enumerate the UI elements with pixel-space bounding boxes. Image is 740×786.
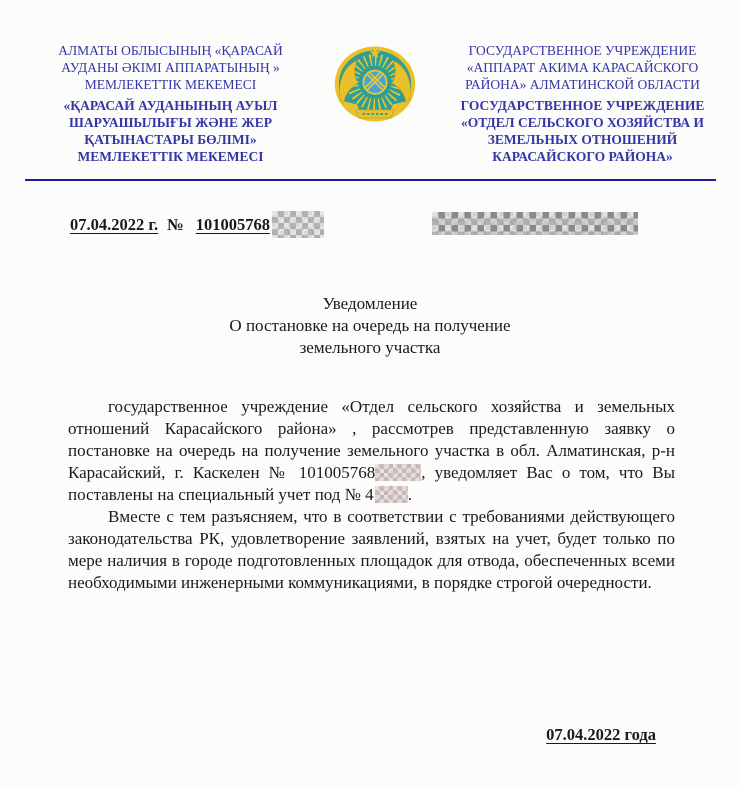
letterhead-line: МЕМЛЕКЕТТІК МЕКЕМЕСІ: [84, 77, 257, 92]
letterhead-line: ҚАТЫНАСТАРЫ БӨЛІМІ»: [84, 132, 257, 147]
footer-date: [546, 725, 656, 745]
document-body: [68, 396, 675, 594]
paragraph-1-text: , уведомляет Вас о том, что Вы поставлены на специальный учет под № 4: [68, 463, 675, 504]
redacted-number-suffix-inline: [375, 464, 421, 481]
paragraph-1: [68, 396, 675, 506]
letterhead-line: КАРАСАЙСКОГО РАЙОНА»: [492, 149, 673, 164]
letterhead-kazakh: [28, 42, 313, 165]
document-number: 101005768: [195, 215, 270, 234]
document-date: 07.04.2022 г.: [70, 215, 159, 234]
letterhead-line: ГОСУДАРСТВЕННОЕ УЧРЕЖДЕНИЕ: [468, 43, 697, 58]
letterhead-line: «ҚАРАСАЙ АУДАНЫНЫҢ АУЫЛ: [63, 98, 278, 113]
letterhead-line: АУДАНЫ ӘКІМІ АППАРАТЫНЫҢ »: [61, 60, 280, 75]
number-sign: №: [167, 215, 184, 234]
letterhead-line: РАЙОНА» АЛМАТИНСКОЙ ОБЛАСТИ: [465, 77, 700, 92]
title-line: О постановке на очередь на получение: [229, 316, 511, 335]
letterhead-line: «ОТДЕЛ СЕЛЬСКОГО ХОЗЯЙСТВА И: [461, 115, 704, 130]
redacted-queue-number: [375, 486, 408, 503]
footer-date-text: 07.04.2022 года: [546, 725, 656, 744]
reference-line: [70, 211, 324, 238]
redacted-addressee: [432, 212, 638, 235]
kazakhstan-emblem-icon: [330, 42, 420, 126]
paragraph-1-text: .: [407, 485, 412, 504]
paragraph-2: Вместе с тем разъясняем, что в соответствии с требованиями действующего законодательства РК, удовлетворение заявлений, взятых на учет, будет только по мере наличия в городе подготовленных площадок для отвода, обеспеченных всеми необходимыми инженерными коммуникациями, в порядке строгой очередности.: [68, 507, 675, 592]
title-line: Уведомление: [322, 294, 418, 313]
letterhead-divider-rule: [25, 179, 716, 181]
title-line: земельного участка: [299, 338, 441, 357]
letterhead-line: АЛМАТЫ ОБЛЫСЫНЫҢ «ҚАРАСАЙ: [58, 43, 283, 58]
redacted-number-suffix: [272, 211, 324, 238]
letterhead-line: ЗЕМЕЛЬНЫХ ОТНОШЕНИЙ: [487, 132, 678, 147]
letterhead-line: «АППАРАТ АКИМА КАРАСАЙСКОГО: [466, 60, 699, 75]
letterhead-line: ШАРУАШЫЛЫҒЫ ЖӘНЕ ЖЕР: [69, 115, 272, 130]
letterhead-russian: [435, 42, 730, 165]
document-title: [0, 293, 740, 359]
kazakhstan-emblem-svg: [330, 42, 420, 126]
letterhead-line: МЕМЛЕКЕТТІК МЕКЕМЕСІ: [77, 149, 264, 164]
paragraph-1-text: государственное учреждение «Отдел сельского хозяйства и земельных отношений Карасайского района» , рассмотрев представленную заявку о постановке на очередь на получение земельного участка в обл. Алматинская, р-н Карасайский, г. Каскелен № 101005768: [68, 397, 675, 482]
letterhead-line: ГОСУДАРСТВЕННОЕ УЧРЕЖДЕНИЕ: [460, 98, 705, 113]
